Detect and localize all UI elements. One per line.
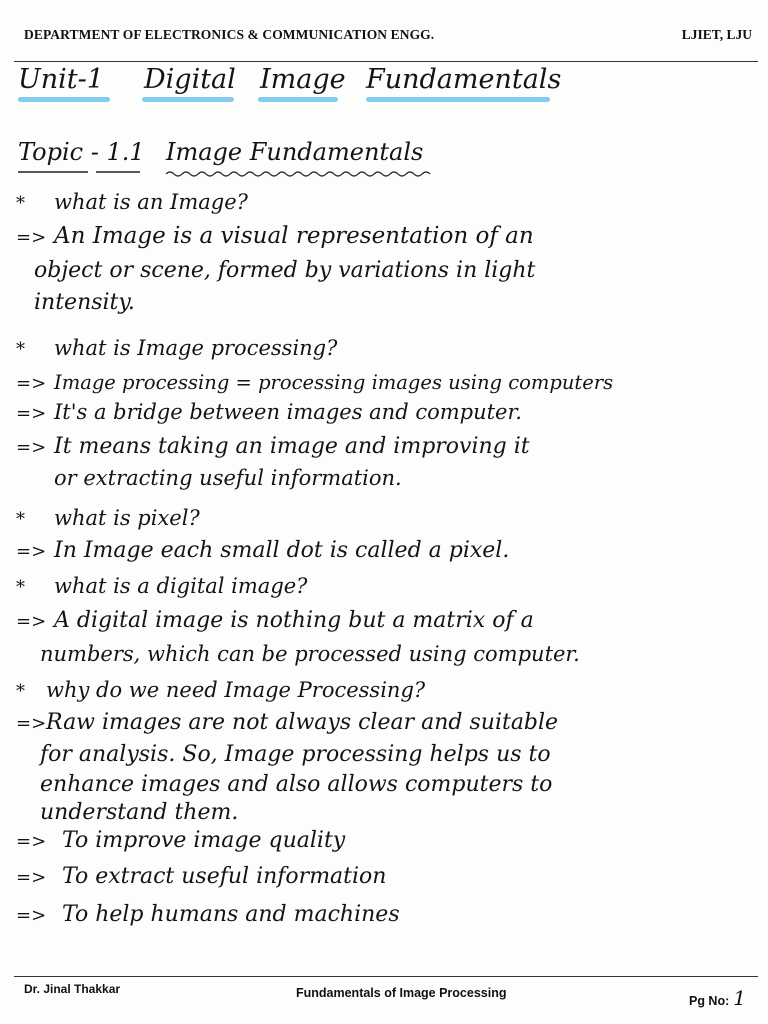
note-line: => A digital image is nothing but a matrix of a xyxy=(16,606,534,636)
note-line: * what is pixel? xyxy=(16,504,200,534)
course-name: Fundamentals of Image Processing xyxy=(296,986,507,1000)
star-bullet: * xyxy=(16,577,25,598)
arrow-bullet: => xyxy=(16,541,47,562)
note-line: enhance images and also allows computers to xyxy=(40,772,553,797)
note-line: => In Image each small dot is called a pixel. xyxy=(16,536,509,566)
note-line: or extracting useful information. xyxy=(54,466,402,490)
note-line: * why do we need Image Processing? xyxy=(16,676,425,706)
note-line: => To improve image quality xyxy=(16,826,345,856)
unit-title-word1: Digital xyxy=(144,64,236,95)
arrow-bullet: => xyxy=(16,831,47,852)
note-line: => It means taking an image and improving it xyxy=(16,432,530,462)
note-line: * what is an Image? xyxy=(16,188,248,218)
arrow-bullet: => xyxy=(16,611,47,632)
note-line: => To help humans and machines xyxy=(16,900,400,930)
page-number xyxy=(689,986,746,1010)
topic-label: Topic - 1.1 xyxy=(18,138,145,166)
arrow-bullet: => xyxy=(16,227,47,248)
note-line: numbers, which can be processed using computer. xyxy=(40,642,580,666)
note-line: * what is Image processing? xyxy=(16,334,337,364)
star-bullet: * xyxy=(16,681,25,702)
page-footer xyxy=(0,968,768,1024)
star-bullet: * xyxy=(16,339,25,360)
note-line: understand them. xyxy=(40,800,239,825)
arrow-bullet: => xyxy=(16,867,47,888)
arrow-bullet: => xyxy=(16,713,47,734)
institute-name: LJIET, LJU xyxy=(681,27,752,42)
topic-title: Image Fundamentals xyxy=(166,138,424,166)
unit-label: Unit-1 xyxy=(18,64,104,95)
arrow-bullet: => xyxy=(16,403,47,424)
arrow-bullet: => xyxy=(16,437,47,458)
department-name: DEPARTMENT OF ELECTRONICS & COMMUNICATION ENGG. xyxy=(24,27,435,42)
note-line: => It's a bridge between images and computer. xyxy=(16,398,522,428)
note-line: intensity. xyxy=(34,290,135,315)
unit-title-word2: Image xyxy=(260,64,346,95)
note-line: * what is a digital image? xyxy=(16,572,307,602)
page-number-value: 1 xyxy=(733,986,746,1010)
page-number-label: Pg No: xyxy=(688,994,730,1008)
unit-title-word3: Fundamentals xyxy=(366,64,562,95)
note-line: => Image processing = processing images using computers xyxy=(16,368,613,398)
note-line: for analysis. So, Image processing helps us to xyxy=(40,742,551,767)
author-name: Dr. Jinal Thakkar xyxy=(24,982,121,996)
note-line: object or scene, formed by variations in light xyxy=(34,258,536,283)
footer-divider xyxy=(14,976,758,977)
star-bullet: * xyxy=(16,509,25,530)
note-line: => To extract useful information xyxy=(16,862,386,892)
arrow-bullet: => xyxy=(16,373,47,394)
arrow-bullet: => xyxy=(16,905,47,926)
star-bullet: * xyxy=(16,193,25,214)
note-line: => An Image is a visual representation of an xyxy=(16,222,534,252)
note-line: =>Raw images are not always clear and suitable xyxy=(16,708,558,738)
